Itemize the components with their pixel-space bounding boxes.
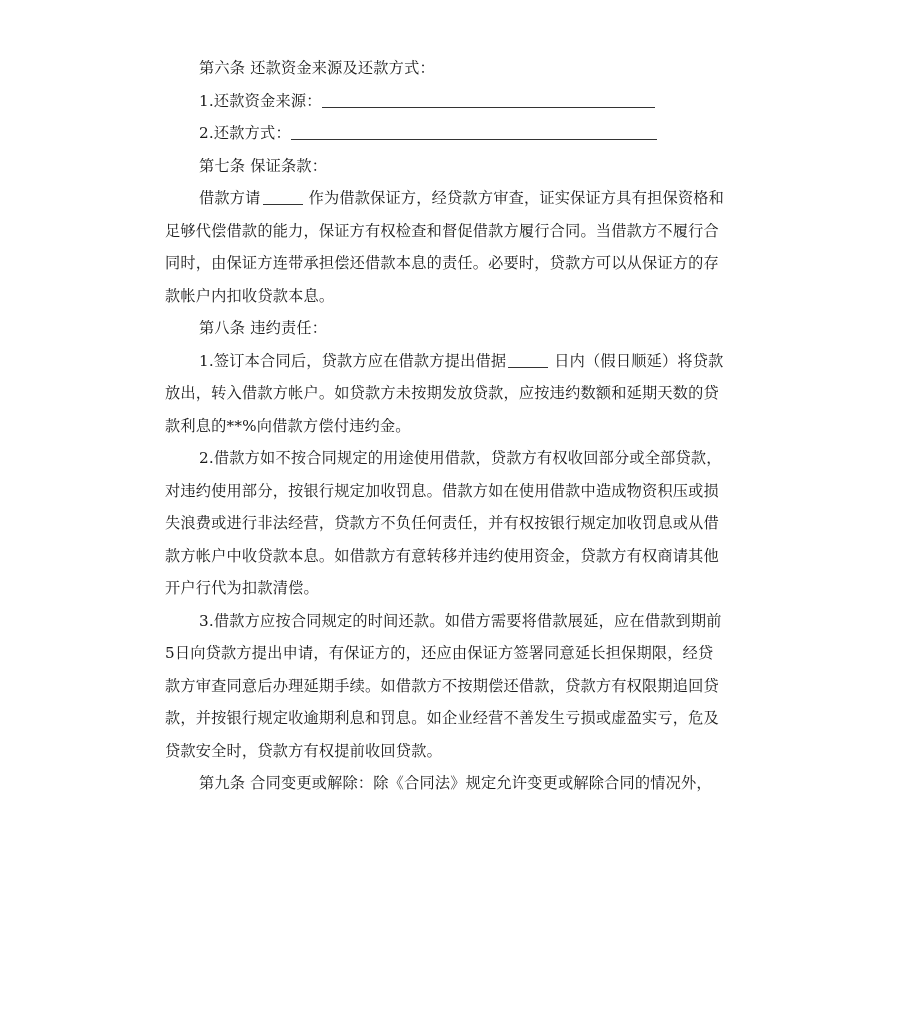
article-8-clause-3 xyxy=(165,605,757,768)
repayment-source-label: 1.还款资金来源： xyxy=(199,91,322,110)
paragraph-line: 款方帐户中收贷款本息。如借款方有意转移并违约使用资金，贷款方有权商请其他 xyxy=(165,546,719,565)
repayment-method-fill-line xyxy=(291,121,657,140)
article-9-line: 第九条 合同变更或解除：除《合同法》规定允许变更或解除合同的情况外， xyxy=(199,774,712,792)
paragraph-line: 开户行代为扣款清偿。 xyxy=(165,579,319,597)
repayment-source-row xyxy=(165,85,757,118)
document-page xyxy=(165,52,757,800)
article-7-paragraph xyxy=(165,182,757,312)
article-8-heading: 第八条 违约责任： xyxy=(199,319,328,337)
paragraph-line: 足够代偿借款的能力，保证方有权检查和督促借款方履行合同。当借款方不履行合 xyxy=(165,221,719,240)
paragraph-line: 5日向贷款方提出申请，有保证方的，还应由保证方签署同意延长担保期限，经贷 xyxy=(165,644,714,662)
text-segment: 借款方请 xyxy=(199,189,261,207)
paragraph-line xyxy=(165,345,757,378)
repayment-method-row xyxy=(165,117,757,150)
paragraph-line: 2.借款方如不按合同规定的用途使用借款，贷款方有权收回部分或全部贷款， xyxy=(199,449,722,467)
paragraph-line: 款利息的**%向借款方偿付违约金。 xyxy=(165,416,411,435)
repayment-source-fill-line xyxy=(322,89,655,108)
paragraph-line: 款方审查同意后办理延期手续。如借款方不按期偿还借款，贷款方有权限期追回贷 xyxy=(165,676,719,695)
text-segment: 1.签订本合同后，贷款方应在借款方提出借据 xyxy=(199,351,507,370)
repayment-method-label: 2.还款方式： xyxy=(199,124,291,142)
paragraph-line: 同时，由保证方连带承担偿还借款本息的责任。必要时，贷款方可以从保证方的存 xyxy=(165,254,719,272)
paragraph-line: 款，并按银行规定收逾期利息和罚息。如企业经营不善发生亏损或虚盈实亏，危及 xyxy=(165,709,719,727)
text-segment: 作为借款保证方，经贷款方审查，证实保证方具有担保资格和 xyxy=(308,189,725,207)
paragraph-line: 3.借款方应按合同规定的时间还款。如借方需要将借款展延，应在借款到期前 xyxy=(199,611,722,630)
text-segment: 日内（假日顺延）将贷款 xyxy=(554,351,724,370)
paragraph-line: 失浪费或进行非法经营，贷款方不负任何责任，并有权按银行规定加收罚息或从借 xyxy=(165,514,719,532)
paragraph-line: 对违约使用部分，按银行规定加收罚息。借款方如在使用借款中造成物资积压或损 xyxy=(165,481,719,500)
paragraph-line: 款帐户内扣收贷款本息。 xyxy=(165,286,335,305)
guarantor-blank xyxy=(263,186,303,205)
days-blank xyxy=(508,349,548,368)
article-8-clause-1 xyxy=(165,345,757,443)
paragraph-line: 放出，转入借款方帐户。如贷款方未按期发放贷款，应按违约数额和延期天数的贷 xyxy=(165,384,719,402)
article-8-clause-2 xyxy=(165,442,757,605)
paragraph-line: 贷款安全时，贷款方有权提前收回贷款。 xyxy=(165,741,442,760)
article-6-heading: 第六条 还款资金来源及还款方式： xyxy=(199,59,435,77)
article-7-heading: 第七条 保证条款： xyxy=(199,156,328,175)
paragraph-line xyxy=(165,182,757,215)
